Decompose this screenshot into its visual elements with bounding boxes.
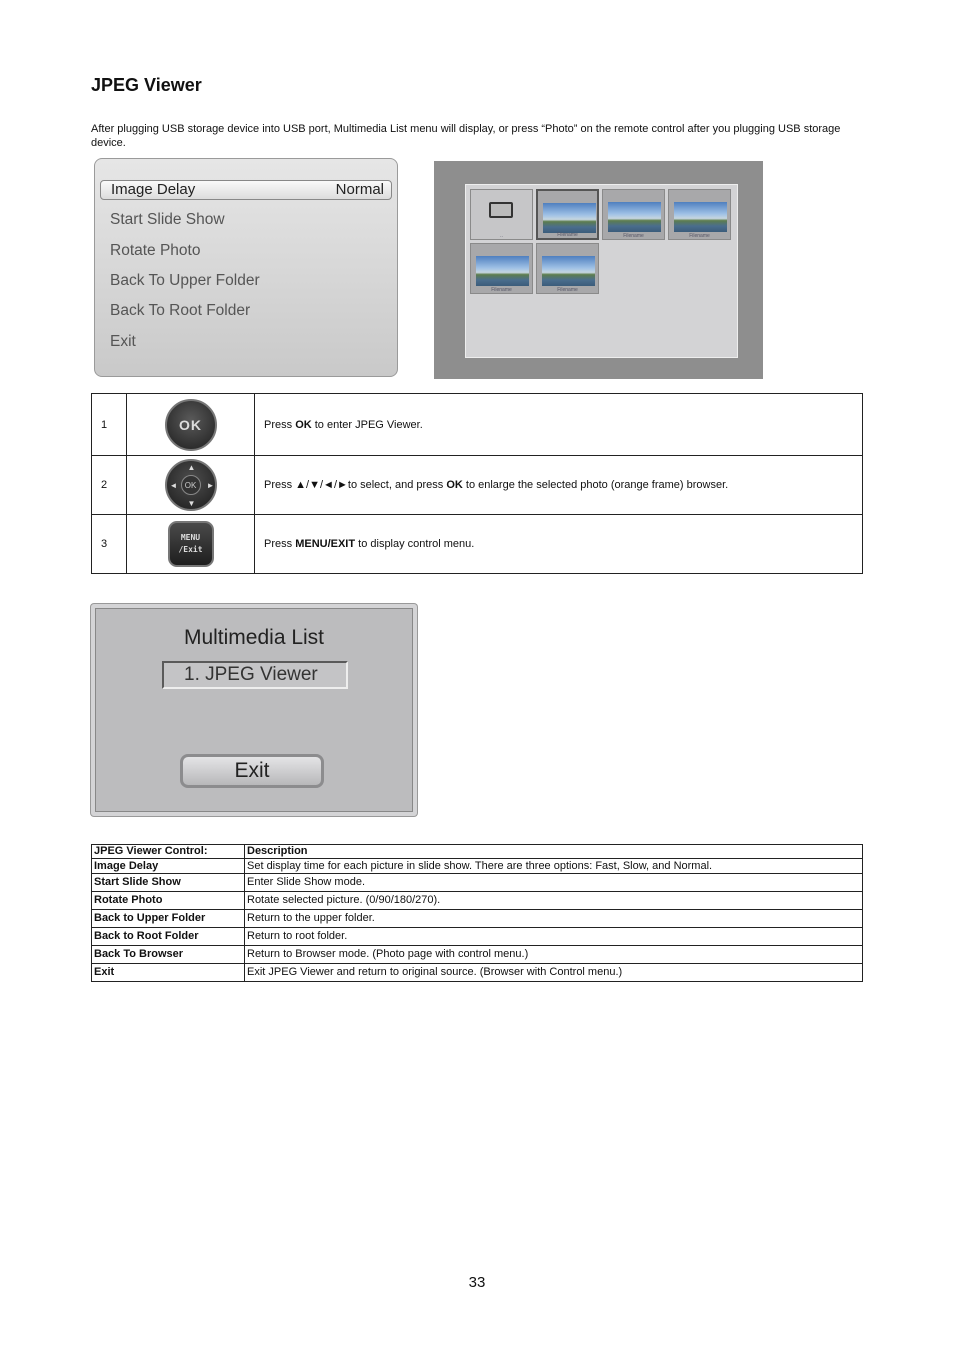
table-row [92, 456, 863, 515]
jpeg-viewer-item[interactable]: 1. JPEG Viewer [162, 661, 348, 689]
table-header-row [92, 845, 863, 859]
remote-button-cell [127, 456, 255, 515]
control-description: Return to Browser mode. (Photo page with control menu.) [245, 946, 863, 964]
table-row [92, 892, 863, 910]
control-name: Image Delay [92, 859, 245, 874]
intro-text: After plugging USB storage device into USB port, Multimedia List menu will display, or press “Photo” on the remote control after you plugging USB storage device. [91, 123, 841, 149]
thumbnail-caption: .. [500, 233, 503, 239]
menu-item-exit[interactable]: Exit [110, 333, 136, 350]
remote-button-cell [127, 515, 255, 574]
menu-item-label: Image Delay [111, 181, 196, 198]
thumbnail-caption: Filename [557, 232, 578, 238]
control-description-table [91, 844, 863, 982]
photo-thumbnail[interactable] [536, 189, 599, 240]
menu-item-value: Normal [335, 181, 384, 198]
control-name: Start Slide Show [92, 874, 245, 892]
navigation-pad-icon: ▲ ▼ ◄ ► OK [165, 459, 217, 511]
page-number: 33 [468, 1274, 486, 1291]
menu-item-image-delay[interactable] [100, 180, 392, 200]
photo-thumbnail[interactable] [536, 243, 599, 294]
control-description: Set display time for each picture in slide show. There are three options: Fast, Slow, and Normal. [245, 859, 863, 874]
control-name: Back to Root Folder [92, 928, 245, 946]
menu-exit-button-icon: MENU /Exit [168, 521, 214, 567]
thumbnail-caption: Filename [623, 233, 644, 239]
table-row [92, 874, 863, 892]
table-row [92, 910, 863, 928]
table-row [92, 515, 863, 574]
row-number: 1 [92, 394, 127, 456]
row-number: 3 [92, 515, 127, 574]
photo-thumbnail[interactable] [668, 189, 731, 240]
photo-image [674, 202, 727, 232]
photo-image [542, 256, 595, 286]
table-row [92, 946, 863, 964]
menu-item-start-slide-show[interactable]: Start Slide Show [110, 211, 225, 228]
folder-thumbnail[interactable] [470, 189, 533, 240]
key-description: Press MENU/EXIT to display control menu. [255, 515, 863, 574]
control-description: Return to root folder. [245, 928, 863, 946]
photo-image [608, 202, 661, 232]
photo-image [476, 256, 529, 286]
control-description: Rotate selected picture. (0/90/180/270). [245, 892, 863, 910]
exit-button[interactable]: Exit [180, 754, 324, 788]
page-title: JPEG Viewer [91, 75, 202, 95]
column-header: Description [245, 845, 863, 859]
multimedia-list-osd [91, 604, 417, 816]
thumbnail-grid [465, 184, 738, 358]
control-description: Exit JPEG Viewer and return to original source. (Browser with Control menu.) [245, 964, 863, 982]
key-description: Press ▲/▼/◄/►to select, and press OK to enlarge the selected photo (orange frame) browser. [255, 456, 863, 515]
photo-thumbnail[interactable] [470, 243, 533, 294]
thumbnail-caption: Filename [491, 287, 512, 293]
remote-key-table [91, 393, 863, 574]
menu-item-back-to-upper-folder[interactable]: Back To Upper Folder [110, 272, 260, 289]
menu-item-back-to-root-folder[interactable]: Back To Root Folder [110, 302, 251, 319]
thumbnail-caption: Filename [557, 287, 578, 293]
key-description: Press OK to enter JPEG Viewer. [255, 394, 863, 456]
control-description: Enter Slide Show mode. [245, 874, 863, 892]
menu-item-rotate-photo[interactable]: Rotate Photo [110, 242, 201, 259]
table-row [92, 964, 863, 982]
ok-button-icon: OK [165, 399, 217, 451]
ok-center-label: OK [181, 475, 201, 495]
control-description: Return to the upper folder. [245, 910, 863, 928]
folder-icon [489, 202, 513, 218]
table-row [92, 859, 863, 874]
photo-image [543, 203, 596, 233]
table-row [92, 928, 863, 946]
multimedia-list-title: Multimedia List [183, 626, 325, 649]
control-menu-osd [94, 158, 398, 377]
remote-button-cell [127, 394, 255, 456]
photo-thumbnail[interactable] [602, 189, 665, 240]
thumbnail-caption: Filename [689, 233, 710, 239]
photo-browser-screenshot [434, 161, 763, 379]
control-name: Exit [92, 964, 245, 982]
control-name: Back to Upper Folder [92, 910, 245, 928]
column-header: JPEG Viewer Control: [92, 845, 245, 859]
control-name: Rotate Photo [92, 892, 245, 910]
control-name: Back To Browser [92, 946, 245, 964]
table-row [92, 394, 863, 456]
row-number: 2 [92, 456, 127, 515]
